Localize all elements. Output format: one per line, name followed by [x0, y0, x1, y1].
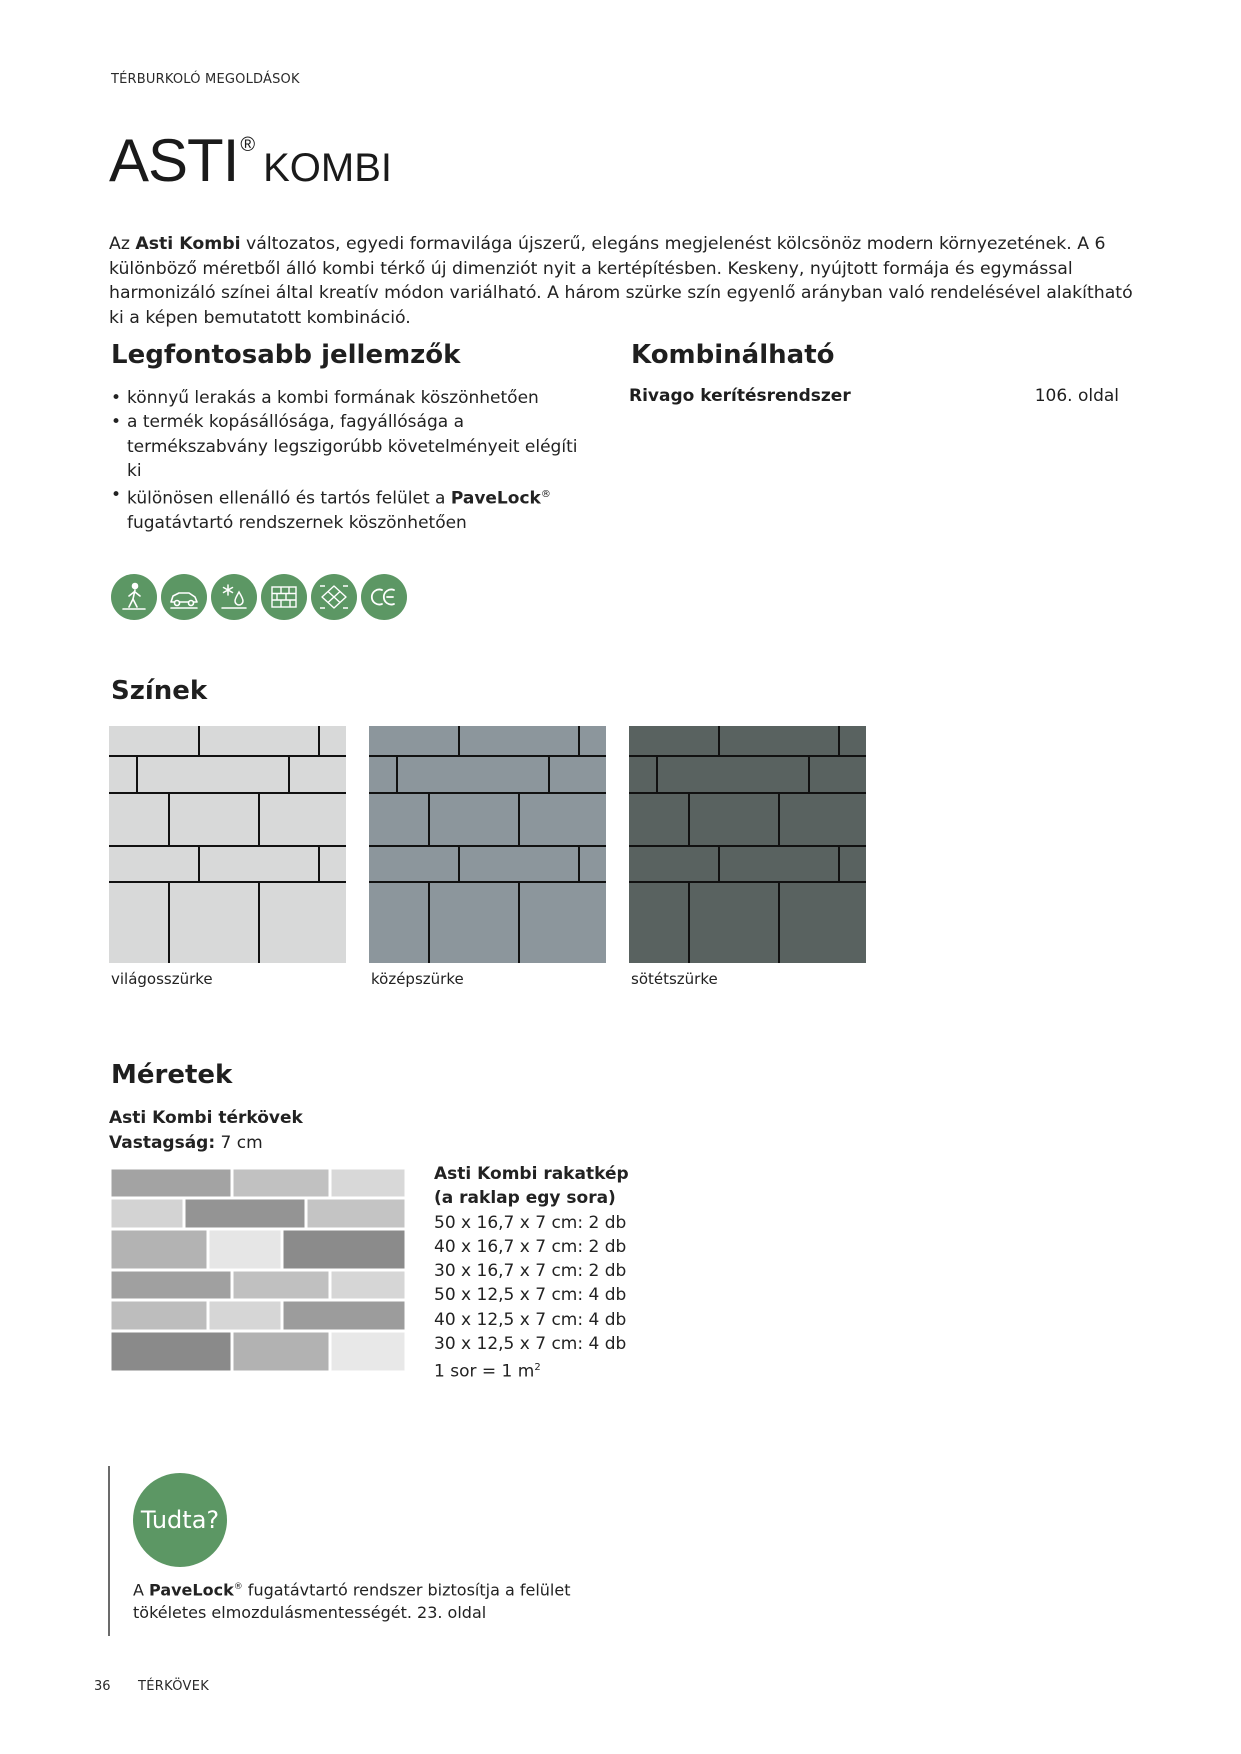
swatch-label: középszürke	[371, 970, 464, 988]
size-line: 40 x 12,5 x 7 cm: 4 db	[434, 1309, 627, 1330]
paving-pattern-icon	[261, 574, 307, 620]
pedestrian-icon	[111, 574, 157, 620]
feature-text: fugatávtartó rendszernek köszönhetően	[127, 513, 467, 534]
combinable-item	[629, 386, 1119, 406]
pallet-subtitle: (a raklap egy sora)	[434, 1188, 616, 1209]
tip-text-1: A	[133, 1580, 150, 1600]
intro-product-name: Asti Kombi	[135, 234, 241, 254]
intro-text-2: változatos, egyedi formavilága újszerű, elegáns megjelenést kölcsönöz modern környezetének. A 6 különböző méretből álló kombi térkő új dimenziót nyit a kertépítésben. Keskeny, nyújtott formája és egymással harmonizáló színei által kreatív módon variálható. A három szürke szín egyenlő arányban való rendelésével alakítható ki a képen bemutatott kombináció.	[109, 234, 1133, 328]
combinable-heading: Kombinálható	[631, 340, 835, 370]
size-line: 30 x 12,5 x 7 cm: 4 db	[434, 1334, 627, 1355]
feature-item	[111, 483, 581, 535]
size-line: 30 x 16,7 x 7 cm: 2 db	[434, 1261, 627, 1282]
combinable-page: 106. oldal	[1034, 386, 1119, 406]
section-category: TÉRBURKOLÓ MEGOLDÁSOK	[111, 72, 300, 87]
color-swatch-medium	[369, 726, 606, 963]
features-heading: Legfontosabb jellemzők	[111, 340, 461, 370]
registered-mark: ®	[233, 1582, 243, 1592]
frost-water-icon	[211, 574, 257, 620]
feature-item: • a termék kopásállósága, fagyállósága a termékszabvány legszigorúbb követelményeit elégíti ki	[111, 410, 581, 483]
product-name: Asti Kombi térkövek	[109, 1108, 303, 1128]
feature-icons	[111, 574, 407, 620]
pavelock-name: PaveLock	[450, 488, 541, 509]
product-spec	[109, 1106, 303, 1156]
sizes-heading: Méretek	[111, 1060, 233, 1090]
intro-text-1: Az	[109, 234, 136, 254]
thickness-label: Vastagság:	[109, 1133, 216, 1153]
pallet-layout-diagram	[110, 1168, 406, 1372]
swatch-label: sötétszürke	[631, 970, 718, 988]
tip-text	[133, 1576, 573, 1624]
registered-mark: ®	[540, 489, 551, 501]
size-line: 50 x 12,5 x 7 cm: 4 db	[434, 1285, 627, 1306]
page-number: 36	[94, 1679, 111, 1694]
ce-mark-icon	[361, 574, 407, 620]
product-title	[109, 126, 392, 195]
feature-text: különösen ellenálló és tartós felület a	[127, 488, 451, 509]
registered-mark: ®	[240, 134, 256, 156]
footer-section-label: TÉRKÖVEK	[138, 1679, 210, 1694]
features-list	[111, 386, 581, 535]
area-text: 1 sor = 1 m	[434, 1362, 535, 1383]
intro-paragraph	[109, 232, 1139, 330]
color-swatch-dark	[629, 726, 866, 963]
vehicle-icon	[161, 574, 207, 620]
feature-item: • könnyű lerakás a kombi formának köszönhetően	[111, 386, 581, 410]
area-line	[434, 1356, 629, 1384]
tip-badge: Tudta?	[133, 1473, 227, 1567]
pavelock-name: PaveLock	[149, 1580, 234, 1600]
tip-divider	[108, 1466, 110, 1636]
combinable-name: Rivago kerítésrendszer	[629, 386, 851, 406]
pavelock-icon	[311, 574, 357, 620]
title-sub: KOMBI	[263, 146, 393, 190]
pallet-title: Asti Kombi rakatkép	[434, 1164, 629, 1184]
size-line: 40 x 16,7 x 7 cm: 2 db	[434, 1236, 627, 1257]
colors-heading: Színek	[111, 676, 208, 706]
thickness-value: 7 cm	[215, 1133, 263, 1153]
tip-text-2: fugatávtartó rendszer biztosítja a felület tökéletes elmozdulásmentességét. 23. oldal	[133, 1580, 571, 1623]
size-line: 50 x 16,7 x 7 cm: 2 db	[434, 1212, 627, 1233]
area-unit-sup: 2	[534, 1362, 541, 1374]
color-swatch-light	[109, 726, 346, 963]
swatch-label: világosszürke	[111, 970, 213, 988]
pallet-contents	[434, 1162, 629, 1384]
title-main: ASTI	[109, 127, 239, 194]
